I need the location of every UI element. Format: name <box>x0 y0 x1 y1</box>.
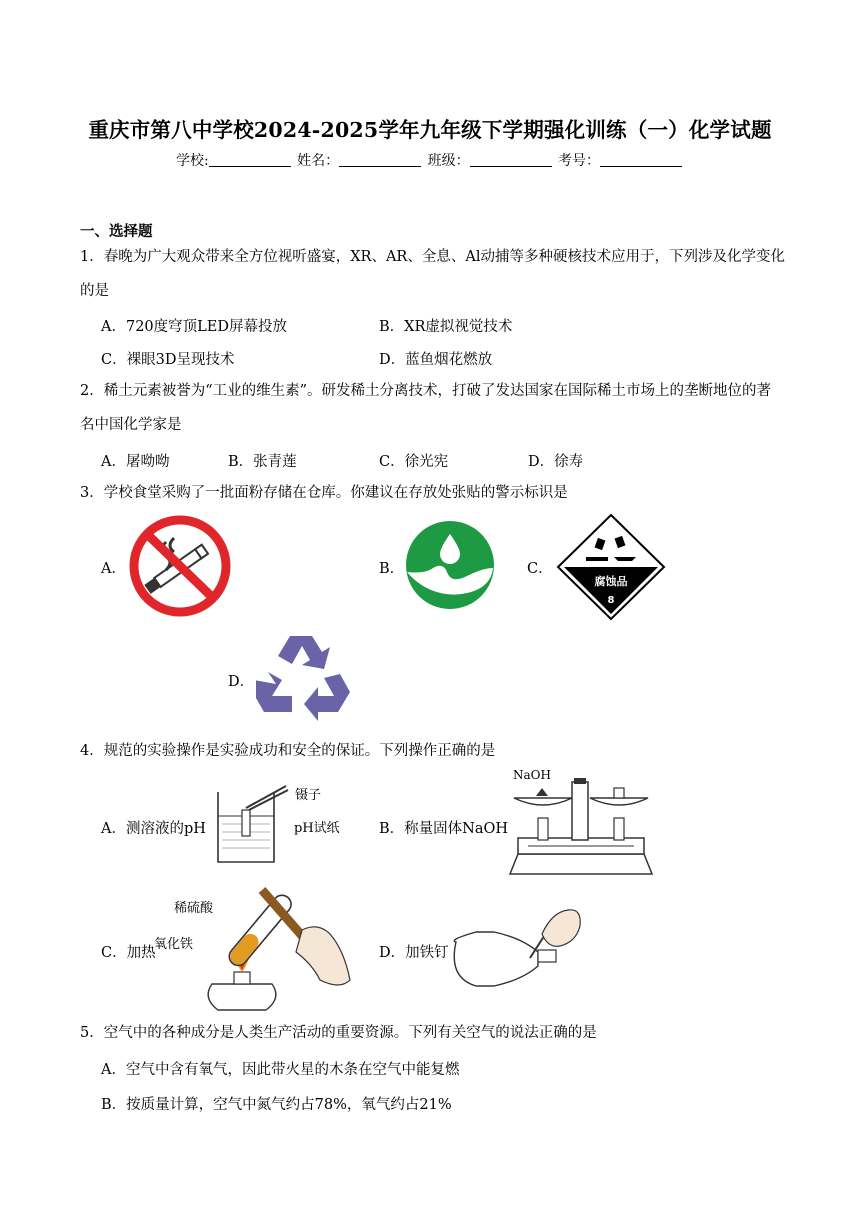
question-1-option-d[interactable]: D．蓝鱼烟花燃放 <box>379 352 493 368</box>
dilute-sulfuric-acid-label: 稀硫酸 <box>174 901 214 916</box>
question-1-stem: 1．春晚为广大观众带来全方位视听盛宴，XR、AR、全息、Al动捕等多种硬核技术应用于，下列涉及化学变化的是 <box>80 249 785 299</box>
student-info-line <box>0 150 860 170</box>
ph-test-illustration <box>210 782 290 868</box>
water-saving-icon[interactable] <box>403 520 497 610</box>
balance-illustration <box>508 778 654 882</box>
no-smoking-icon[interactable] <box>126 514 234 618</box>
question-2-option-a[interactable]: A．屠呦呦 <box>101 454 170 470</box>
question-5-stem: 5．空气中的各种成分是人类生产活动的重要资源。下列有关空气的说法正确的是 <box>80 1025 597 1041</box>
question-5-option-a[interactable]: A．空气中含有氧气，因此带火星的木条在空气中能复燃 <box>101 1062 460 1078</box>
class-blank[interactable] <box>470 152 552 167</box>
question-3-option-b[interactable]: B． <box>379 561 405 577</box>
question-3-option-c[interactable]: C． <box>527 561 553 577</box>
question-1-option-b[interactable]: B．XR虚拟视觉技术 <box>379 319 513 335</box>
question-4-stem: 4．规范的实验操作是实验成功和安全的保证。下列操作正确的是 <box>80 743 496 759</box>
question-4-option-b[interactable]: B．称量固体NaOH <box>379 821 509 837</box>
question-3-stem: 3．学校食堂采购了一批面粉存储在仓库。你建议在存放处张贴的警示标识是 <box>80 485 568 501</box>
corrosive-icon[interactable] <box>556 513 666 621</box>
exam-no-blank[interactable] <box>600 152 682 167</box>
add-iron-nail-illustration <box>448 906 582 992</box>
exam-no-label: 考号： <box>558 153 601 169</box>
question-3-option-a[interactable]: A． <box>101 561 126 577</box>
question-2-option-c[interactable]: C．徐光宪 <box>379 454 449 470</box>
school-label: 学校: <box>175 153 209 169</box>
corrosive-sign-number: 8 <box>607 595 615 606</box>
ph-paper-label: pH试纸 <box>294 821 340 836</box>
question-4-option-a[interactable]: A．测溶液的pH <box>101 821 206 837</box>
name-blank[interactable] <box>339 152 421 167</box>
question-4-option-d[interactable]: D．加铁钉 <box>379 945 449 961</box>
iron-oxide-label: 氧化铁 <box>154 937 194 952</box>
question-2-option-d[interactable]: D．徐寿 <box>528 454 584 470</box>
question-5-option-b[interactable]: B．按质量计算，空气中氮气约占78%，氧气约占21% <box>101 1097 452 1113</box>
recycle-icon[interactable] <box>256 630 352 722</box>
naoh-label: NaOH <box>513 768 551 782</box>
section-title: 一、选择题 <box>80 223 153 240</box>
question-2-stem: 2．稀土元素被誉为“工业的维生素”。研发稀土分离技术，打破了发达国家在国际稀土市场上的垄断地位的著名中国化学家是 <box>80 383 772 433</box>
tweezers-label: 镊子 <box>295 788 322 803</box>
question-1-option-a[interactable]: A．720度穹顶LED屏幕投放 <box>101 319 287 335</box>
class-label: 班级： <box>427 153 470 169</box>
question-3-option-d[interactable]: D． <box>228 674 255 690</box>
question-4-option-c[interactable]: C．加热 <box>101 945 156 961</box>
school-blank[interactable] <box>209 152 291 167</box>
name-label: 姓名： <box>297 153 340 169</box>
heating-illustration <box>190 884 354 1016</box>
corrosive-sign-text: 腐蚀品 <box>594 575 628 588</box>
question-1-option-c[interactable]: C．裸眼3D呈现技术 <box>101 352 235 368</box>
page-title: 重庆市第八中学校2024-2025学年九年级下学期强化训练（一）化学试题 <box>88 118 772 142</box>
question-2-option-b[interactable]: B．张青莲 <box>228 454 297 470</box>
